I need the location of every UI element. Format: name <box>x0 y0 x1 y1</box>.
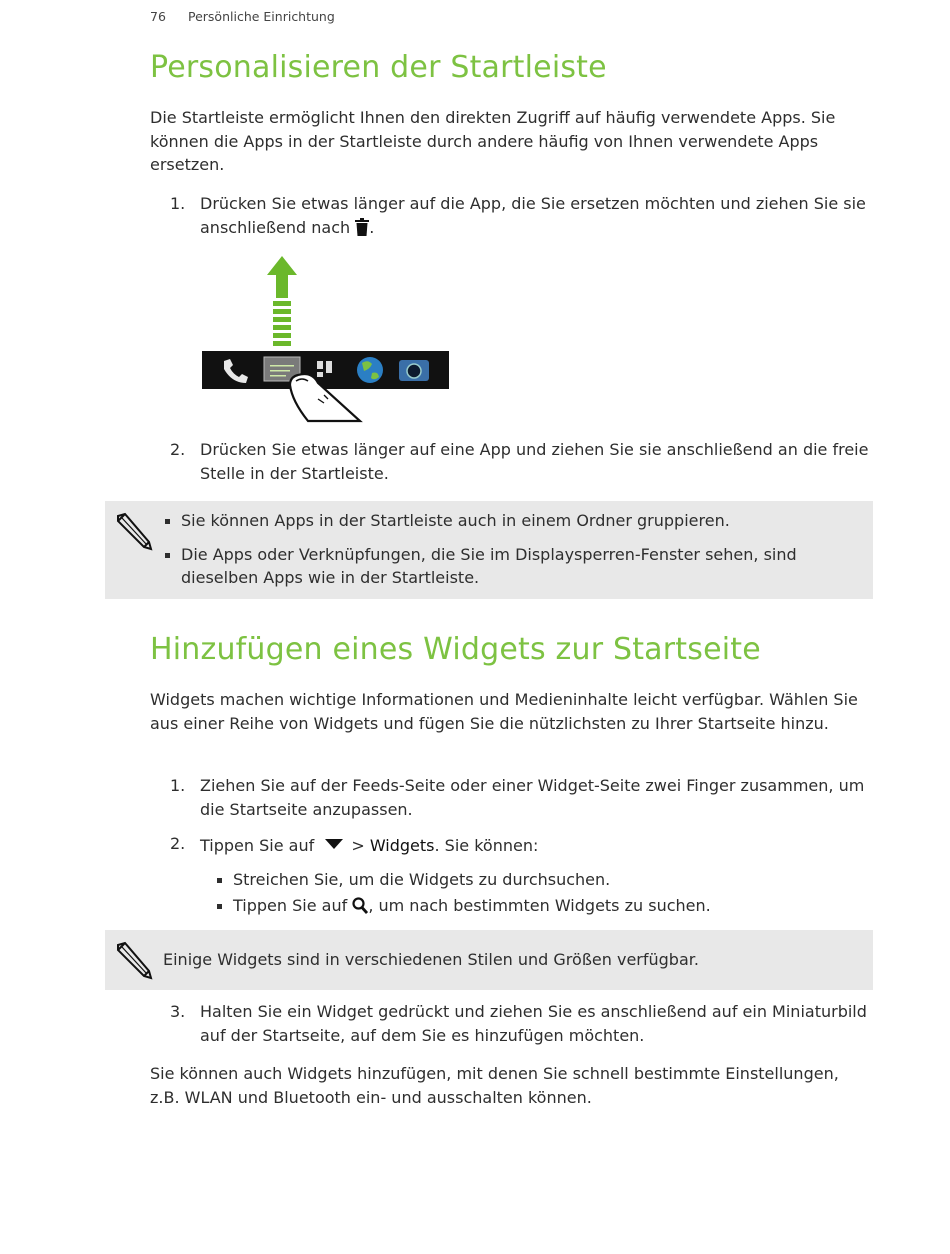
step-number: 2. <box>170 834 186 853</box>
section1-step-1 <box>170 192 870 242</box>
startleiste-illustration <box>200 253 460 423</box>
sub-bullet-list <box>217 868 867 920</box>
step-text-end: . Sie können: <box>434 836 539 855</box>
camera-icon <box>399 360 429 381</box>
section2-step-2 <box>170 832 870 858</box>
section2-intro: Widgets machen wichtige Informationen und Medieninhalte leicht verfügbar. Wählen Sie aus einer Reihe von Widgets und fügen Sie die nützlichsten zu Ihrer Startseite hinzu. <box>150 690 858 733</box>
search-icon <box>352 897 368 921</box>
step-text: Halten Sie ein Widget gedrückt und ziehen Sie es anschließend auf ein Miniaturbild auf der Startseite, auf dem Sie es hinzufügen möchten. <box>200 1002 867 1045</box>
section1-intro: Die Startleiste ermöglicht Ihnen den direkten Zugriff auf häufig verwendete Apps. Sie können die Apps in der Startleiste durch andere häufig von Ihnen verwendete Apps ersetzen. <box>150 108 836 174</box>
step-number: 3. <box>170 1002 186 1021</box>
note-item: Sie können Apps in der Startleiste auch in einem Ordner gruppieren. <box>165 509 855 533</box>
globe-icon <box>357 357 383 383</box>
sub-bullet-text-end: , um nach bestimmten Widgets zu suchen. <box>368 895 711 915</box>
sub-bullet-item <box>217 894 867 921</box>
note-item: Die Apps oder Verknüpfungen, die Sie im Displaysperren-Fenster sehen, sind dieselben Apps wie in der Startleiste. <box>165 543 855 590</box>
step-number: 1. <box>170 194 186 213</box>
trash-icon <box>355 218 369 243</box>
section2-step-1 <box>170 774 870 821</box>
sub-bullet-item: Streichen Sie, um die Widgets zu durchsuchen. <box>217 868 867 892</box>
section2-closing: Sie können auch Widgets hinzufügen, mit denen Sie schnell bestimmte Einstellungen, z.B. WLAN und Bluetooth ein- und ausschalten können. <box>150 1064 839 1107</box>
step-text: Drücken Sie etwas länger auf die App, die Sie ersetzen möchten und ziehen Sie sie anschließend nach <box>200 194 866 237</box>
sub-bullet-text: Tippen Sie auf <box>233 895 348 915</box>
drag-arrow-icon <box>267 256 297 346</box>
section1-step-2 <box>170 438 870 485</box>
page-number: 76 <box>150 9 166 24</box>
chapter-title: Persönliche Einrichtung <box>188 9 335 24</box>
note-text: Einige Widgets sind in verschiedenen Stilen und Größen verfügbar. <box>163 950 699 969</box>
menu-separator: > <box>351 836 365 855</box>
step-text: Drücken Sie etwas länger auf eine App und ziehen Sie sie anschließend an die freie Stelle in der Startleiste. <box>200 440 869 483</box>
step-number: 2. <box>170 440 186 459</box>
note-box-1 <box>105 501 873 599</box>
note-list <box>165 509 855 590</box>
section-title-widgets: Hinzufügen eines Widgets zur Startseite <box>150 632 761 667</box>
step-text: Tippen Sie auf <box>200 836 315 855</box>
section2-step-3 <box>170 1000 870 1047</box>
widgets-label: Widgets <box>369 836 435 855</box>
step-text-end: . <box>369 217 375 237</box>
pencil-icon <box>113 940 153 984</box>
section-title-startleiste: Personalisieren der Startleiste <box>150 50 607 85</box>
note-box-2 <box>105 930 873 990</box>
page-header <box>150 9 335 24</box>
pencil-icon <box>113 511 153 555</box>
chevron-down-icon <box>325 832 343 856</box>
step-text: Ziehen Sie auf der Feeds-Seite oder einer Widget-Seite zwei Finger zusammen, um die Startseite anzupassen. <box>200 776 865 819</box>
step-number: 1. <box>170 776 186 795</box>
